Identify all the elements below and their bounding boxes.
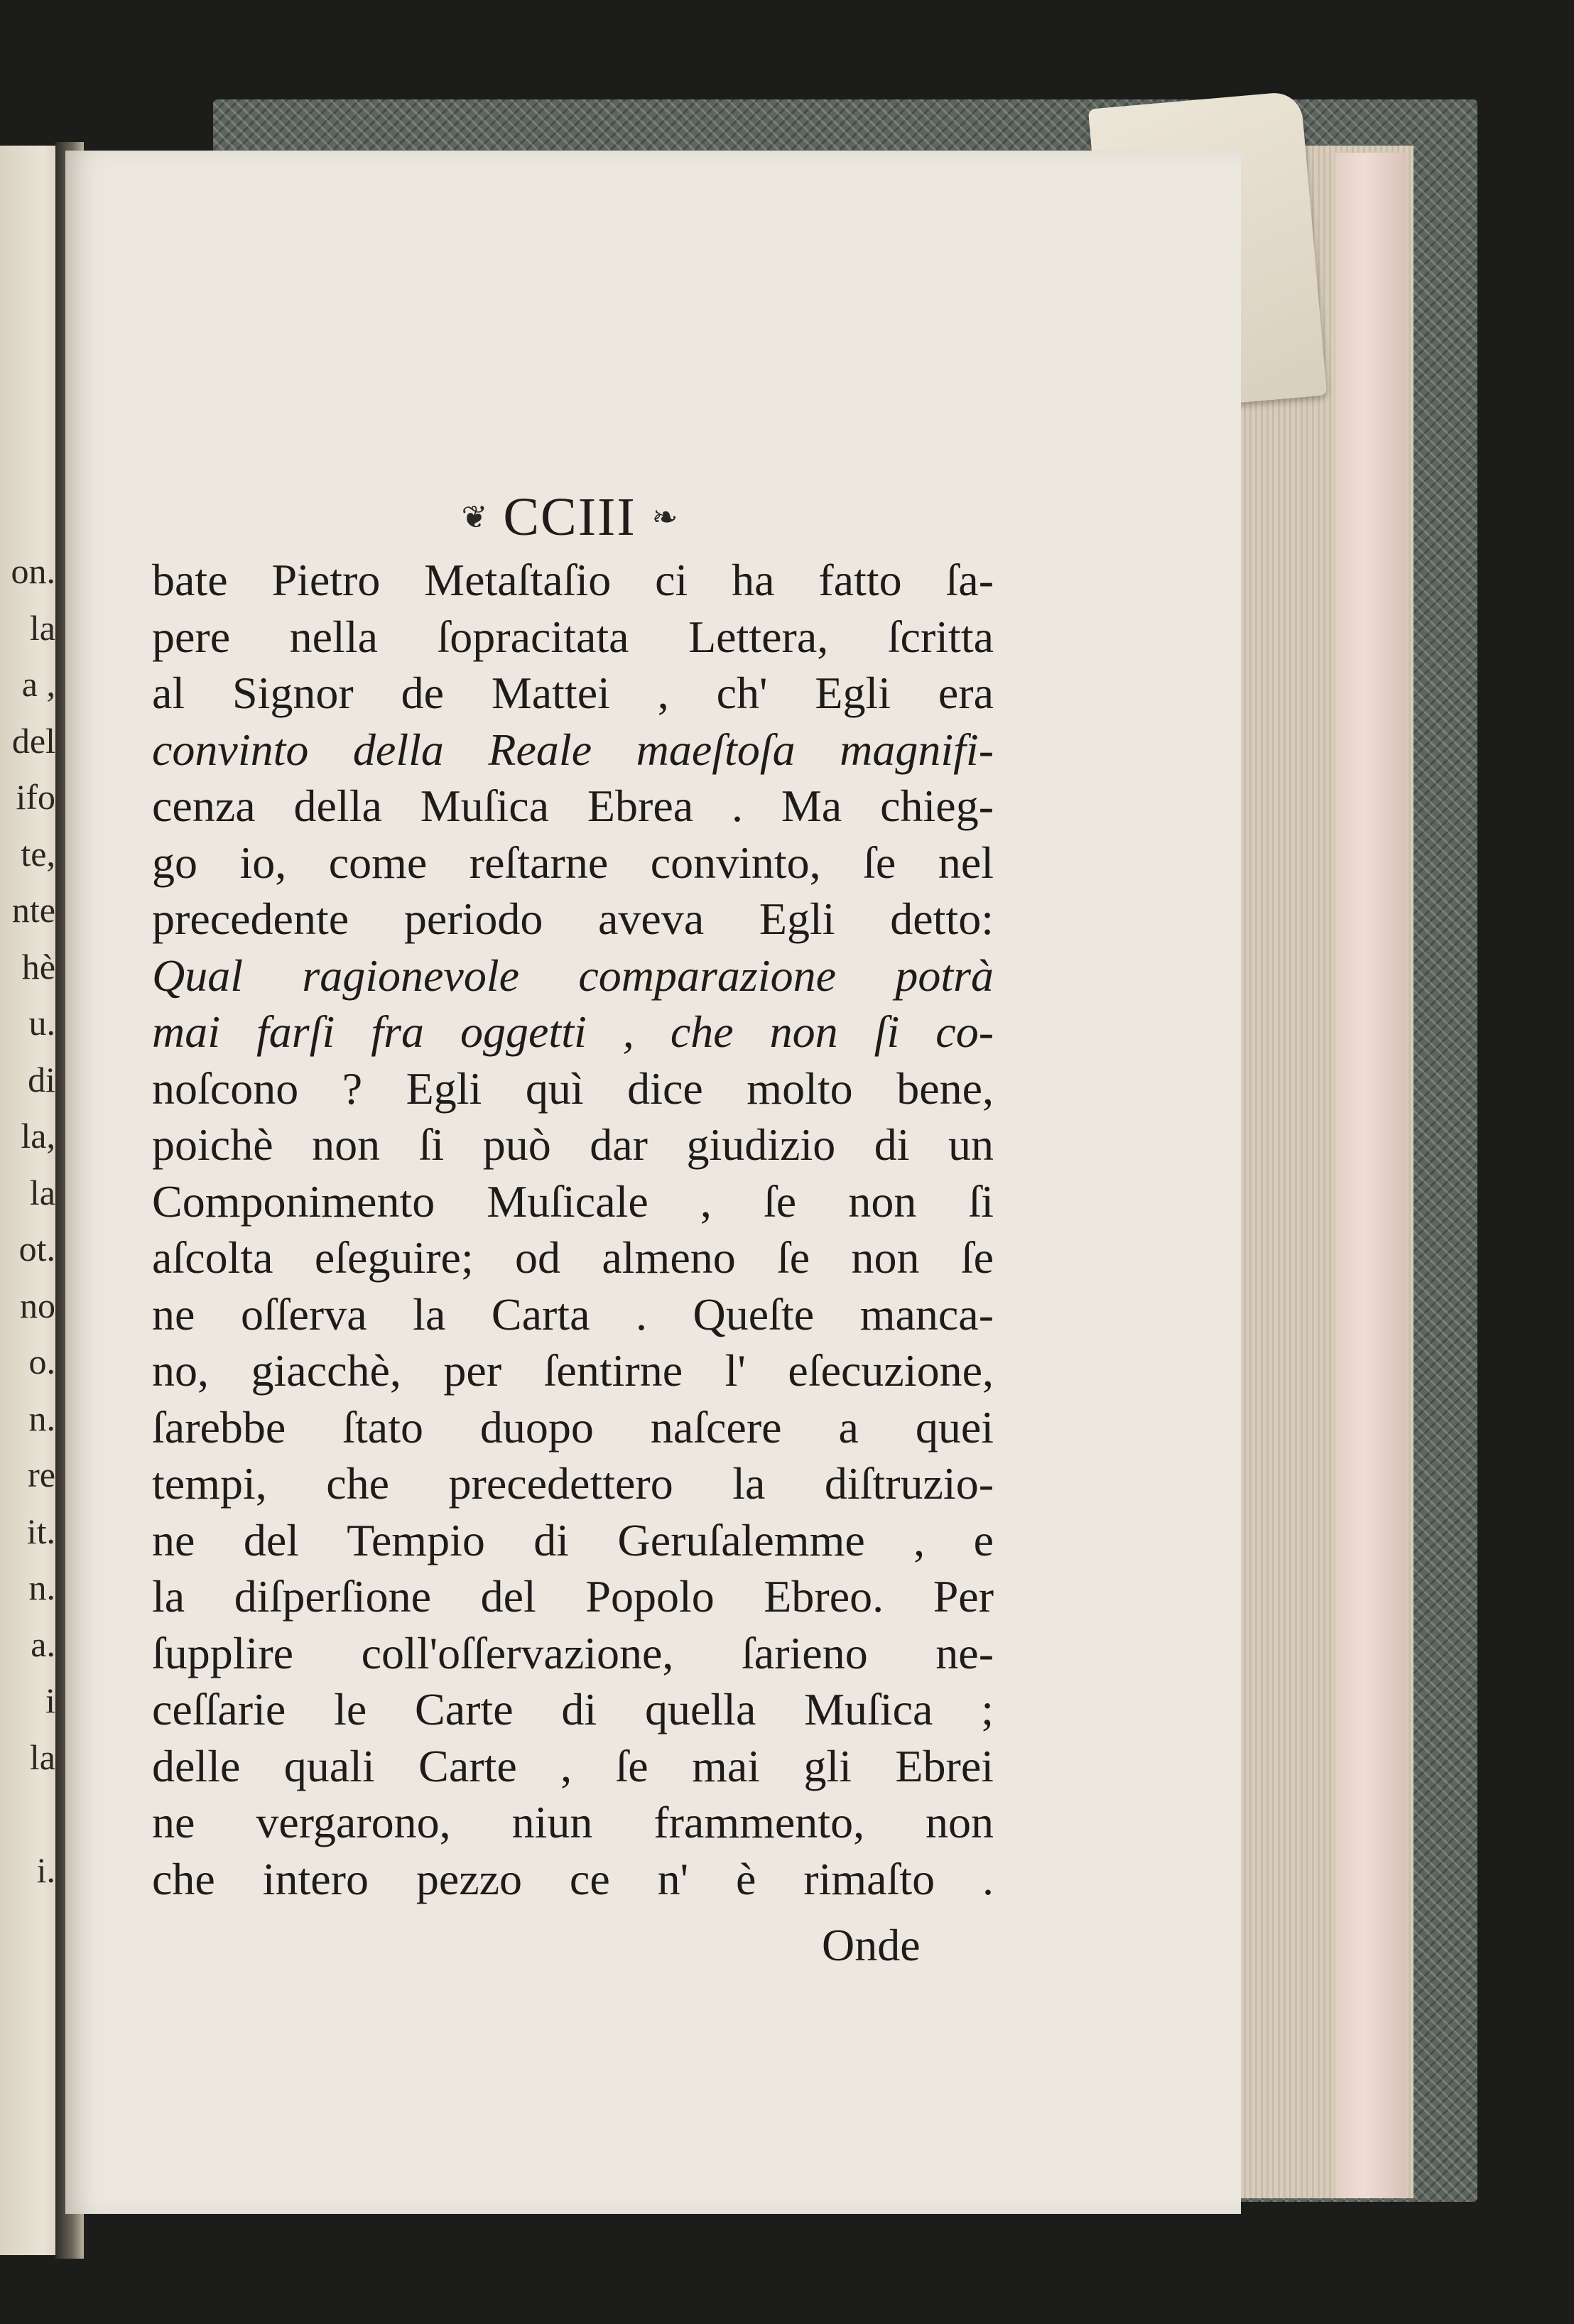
text-line: bate Pietro Metaſtaſio ci ha fatto ſa- (152, 555, 994, 605)
body-text (152, 552, 994, 1907)
fragment-line: a , (21, 664, 55, 704)
page-header (385, 482, 754, 553)
catchword: Onde (822, 1920, 921, 1970)
text-line: noſcono ? Egli quì dice molto bene, (152, 1063, 994, 1114)
fleuron-left-icon: ❦ (461, 499, 488, 536)
text-line: mai farſi fra oggetti , che non ſi co- (152, 1006, 994, 1057)
fragment-line: o. (28, 1342, 55, 1381)
fragment-line (0, 1786, 55, 1842)
text-line: poichè non ſi può dar giudizio di un (152, 1119, 994, 1170)
text-line: delle quali Carte , ſe mai gli Ebrei (152, 1740, 994, 1791)
fragment-line: no (20, 1285, 55, 1325)
text-line: ne oſſerva la Carta . Queſte manca- (152, 1288, 994, 1340)
page-number: CCIII (503, 487, 636, 547)
text-line: ne vergarono, niun frammento, non (152, 1797, 994, 1847)
text-line: Componimento Muſicale , ſe non ſi (152, 1175, 994, 1227)
fragment-line: re (28, 1455, 55, 1494)
text-line: go io, come reſtarne convinto, ſe nel (152, 837, 994, 888)
text-line: Qual ragionevole comparazione potrà (152, 950, 994, 1001)
endpaper-edge (1335, 153, 1406, 2198)
fleuron-right-icon: ❧ (651, 499, 678, 536)
fragment-line: nte (11, 890, 55, 930)
fragment-line: hè (21, 946, 55, 987)
text-line: pere nella ſopracitata Lettera, ſcritta (152, 611, 994, 662)
fragment-line: n. (28, 1398, 55, 1438)
fragment-line: la (29, 1737, 55, 1777)
fragment-line: a. (31, 1624, 55, 1664)
fragment-line: del (11, 720, 55, 761)
fragment-line: on. (11, 551, 55, 591)
text-line: no, giacchè, per ſentirne l' eſecuzione, (152, 1345, 994, 1396)
fragment-line: di (28, 1059, 55, 1099)
text-line: al Signor de Mattei , ch' Egli era (152, 668, 994, 718)
text-line: aſcolta eſeguire; od almeno ſe non ſe (152, 1232, 994, 1283)
text-line: tempi, che precedettero la diſtruzio- (152, 1458, 994, 1509)
text-line: ſarebbe ſtato duopo naſcere a quei (152, 1401, 994, 1452)
fragment-line: u. (28, 1003, 55, 1043)
fragment-line: ifo (16, 777, 55, 817)
text-line: convinto della Reale maeſtoſa magnifi- (152, 724, 994, 775)
text-line: ceſſarie le Carte di quella Muſica ; (152, 1684, 994, 1734)
book-page (65, 151, 1241, 2214)
fragment-line: it. (26, 1511, 55, 1551)
fragment-line: ot. (18, 1229, 55, 1269)
fragment-line: la, (21, 1116, 55, 1156)
text-line: che intero pezzo ce n' è rimaſto . (152, 1853, 994, 1904)
fragment-line: i (45, 1680, 55, 1720)
text-line: cenza della Muſica Ebrea . Ma chieg- (152, 781, 994, 831)
text-line: ſupplire coll'oſſervazione, ſarieno ne- (152, 1627, 994, 1678)
fragment-line: la (29, 607, 55, 648)
fragment-line: la (29, 1172, 55, 1212)
text-line: precedente periodo aveva Egli detto: (152, 894, 994, 944)
text-line: la diſperſione del Popolo Ebreo. Per (152, 1571, 994, 1622)
fragment-line: n. (28, 1568, 55, 1607)
left-page-text-fragments (0, 543, 55, 1899)
text-line: ne del Tempio di Geruſalemme , e (152, 1514, 994, 1565)
fragment-line: i. (36, 1850, 55, 1890)
fragment-line: te, (21, 833, 55, 874)
